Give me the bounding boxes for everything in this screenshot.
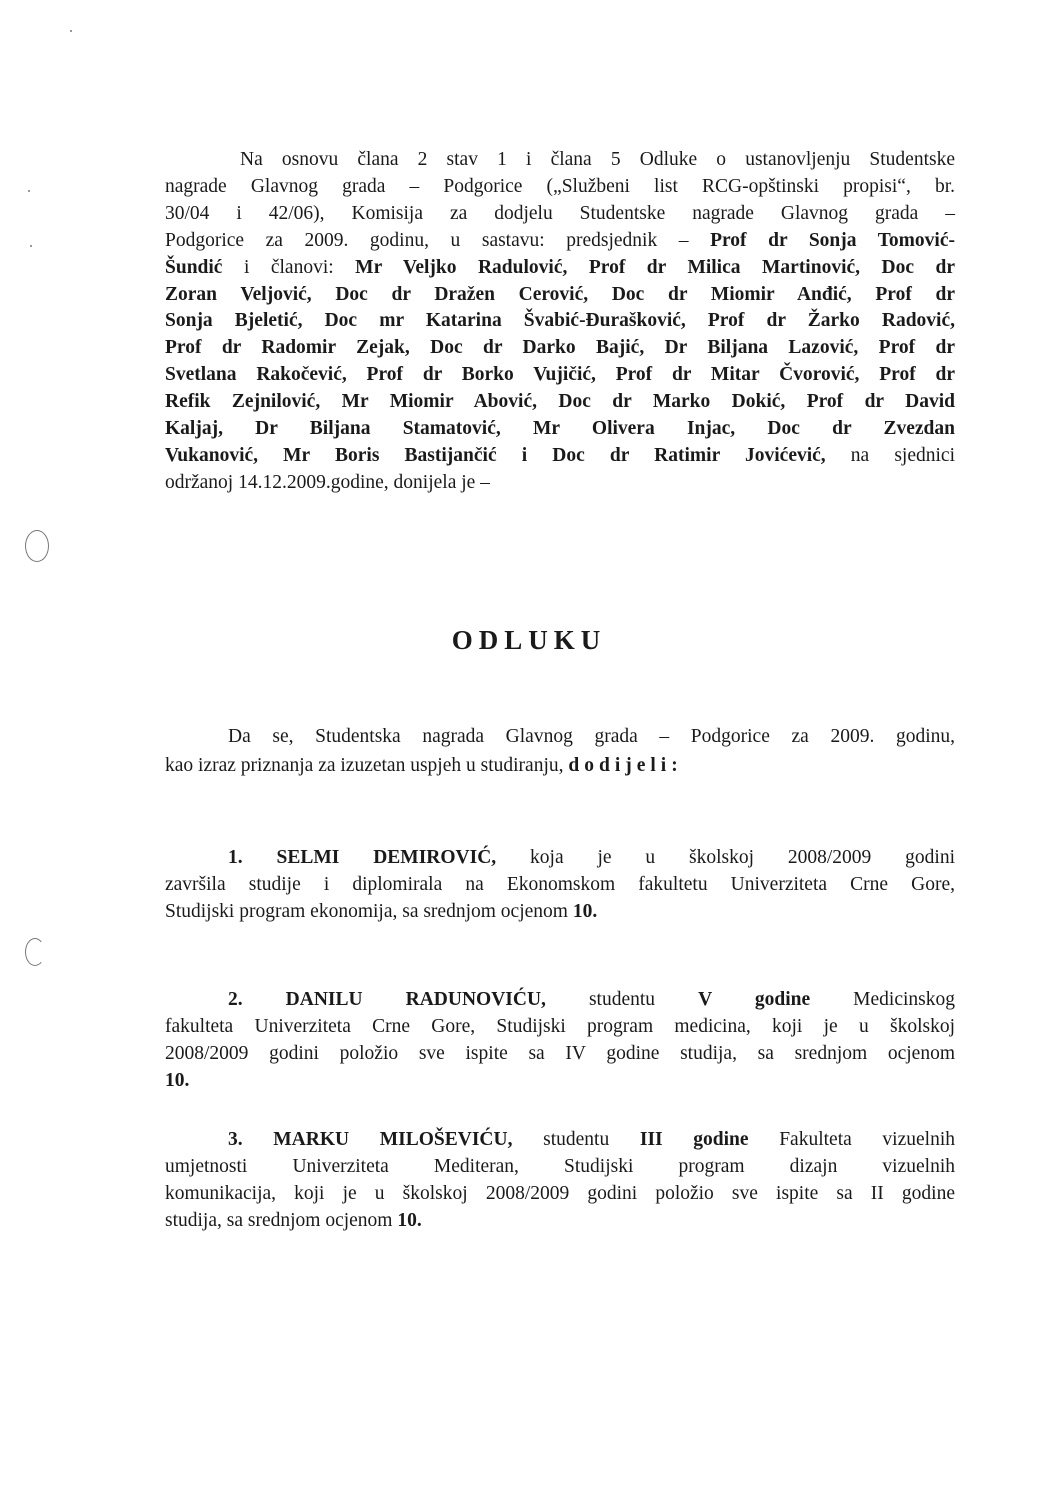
text-line xyxy=(165,1042,955,1066)
text-line xyxy=(165,283,955,307)
bold-text: dodijeli: xyxy=(568,755,683,776)
bold-text: Vukanović, Mr Boris Bastijančić i Doc dr Ratimir Jovićević, xyxy=(165,444,826,466)
text-line xyxy=(228,846,955,870)
text-line xyxy=(165,309,955,333)
text-line xyxy=(165,336,955,360)
text-line xyxy=(165,363,955,387)
text-segment: studentu xyxy=(512,1129,640,1150)
text-segment: nagrade Glavnog grada – Podgorice („Službeni list RCG-opštinski propisi“, br. xyxy=(165,175,955,197)
text-line xyxy=(165,417,955,441)
text-segment: 30/04 i 42/06), Komisija za dodjelu Studentske nagrade Glavnog grada – xyxy=(165,202,955,224)
text-segment: održanoj 14.12.2009.godine, donijela je – xyxy=(165,471,490,493)
bold-text: V godine xyxy=(698,989,811,1010)
text-segment: 2008/2009 godini položio sve ispite sa IV godine studija, sa srednjom ocjenom xyxy=(165,1043,955,1064)
decision-title: ODLUKU xyxy=(451,625,607,655)
text-line xyxy=(228,725,955,749)
bold-text: Prof dr Radomir Zejak, Doc dr Darko Bajić, Dr Biljana Lazović, Prof dr xyxy=(165,337,955,359)
text-line xyxy=(165,444,955,468)
text-segment: Studijski program ekonomija, sa srednjom ocjenom xyxy=(165,901,573,922)
bold-text: Sonja Bjeletić, Doc mr Katarina Švabić-Đurašković, Prof dr Žarko Radović, xyxy=(165,310,955,332)
bold-text: Refik Zejnilović, Mr Miomir Abović, Doc dr Marko Dokić, Prof dr David xyxy=(165,391,955,413)
text-segment: na sjednici xyxy=(825,444,955,466)
scan-speck xyxy=(70,30,72,32)
text-line xyxy=(165,754,955,778)
bold-text: 1. SELMI DEMIROVIĆ, xyxy=(228,847,497,868)
text-segment: Medicinskog xyxy=(810,989,956,1010)
text-segment: studija, sa srednjom ocjenom xyxy=(165,1210,398,1231)
text-segment: fakulteta Univerziteta Crne Gore, Studijski program medicina, koji je u školskoj xyxy=(165,1016,955,1037)
bold-text: 10. xyxy=(165,1070,190,1091)
bold-text: Šundić xyxy=(165,256,223,278)
bold-text: 10. xyxy=(572,901,598,922)
text-line xyxy=(165,1155,955,1179)
bold-text: Kaljaj, Dr Biljana Stamatović, Mr Olivera Injac, Doc dr Zvezdan xyxy=(165,418,955,439)
text-line xyxy=(165,471,955,495)
bold-text: Zoran Veljović, Doc dr Dražen Cerović, Doc dr Miomir Anđić, Prof dr xyxy=(165,283,955,305)
text-line xyxy=(240,148,955,172)
bold-text: Prof dr Sonja Tomović- xyxy=(710,229,955,251)
punch-hole-mark xyxy=(25,530,49,562)
text-line xyxy=(165,1182,955,1206)
bold-text: Svetlana Rakočević, Prof dr Borko Vujičić, Prof dr Mitar Čvorović, Prof dr xyxy=(165,364,955,386)
text-line xyxy=(165,202,955,226)
text-segment: umjetnosti Univerziteta Mediteran, Studijski program dizajn vizuelnih xyxy=(165,1156,955,1177)
text-line xyxy=(228,1128,955,1152)
text-line xyxy=(165,390,955,414)
text-segment: kao izraz priznanja za izuzetan uspjeh u studiranju, xyxy=(165,755,569,776)
text-line xyxy=(165,873,955,897)
text-line xyxy=(165,229,955,253)
text-segment: Podgorice za 2009. godinu, u sastavu: predsjednik – xyxy=(165,229,711,251)
text-segment: i članovi: xyxy=(222,256,356,278)
text-line xyxy=(165,175,955,199)
bold-text: Mr Veljko Radulović, Prof dr Milica Martinović, Doc dr xyxy=(355,256,955,278)
text-line xyxy=(228,988,955,1012)
text-segment: studentu xyxy=(545,989,699,1010)
bold-text: 3. MARKU MILOŠEVIĆU, xyxy=(228,1129,513,1150)
text-line xyxy=(165,256,955,280)
bold-text: 10. xyxy=(397,1210,422,1231)
text-line xyxy=(165,1069,955,1093)
scan-speck xyxy=(30,245,32,247)
text-segment: Da se, Studentska nagrada Glavnog grada – Podgorice za 2009. godinu, xyxy=(228,726,955,747)
text-segment: Fakulteta vizuelnih xyxy=(748,1129,955,1150)
text-line xyxy=(165,900,955,924)
bold-text: 2. DANILU RADUNOVIĆU, xyxy=(228,989,546,1010)
scan-speck xyxy=(28,190,30,192)
text-segment: koja je u školskoj 2008/2009 godini xyxy=(496,847,956,868)
text-segment: završila studije i diplomirala na Ekonomskom fakultetu Univerziteta Crne Gore, xyxy=(165,874,955,895)
text-segment: Na osnovu člana 2 stav 1 i člana 5 Odluke o ustanovljenju Studentske xyxy=(240,149,955,170)
punch-hole-mark xyxy=(25,938,45,966)
text-line xyxy=(165,1015,955,1039)
text-line xyxy=(165,1209,955,1233)
bold-text: III godine xyxy=(639,1129,749,1150)
text-segment: komunikacija, koji je u školskoj 2008/2009 godini položio sve ispite sa II godine xyxy=(165,1183,955,1204)
